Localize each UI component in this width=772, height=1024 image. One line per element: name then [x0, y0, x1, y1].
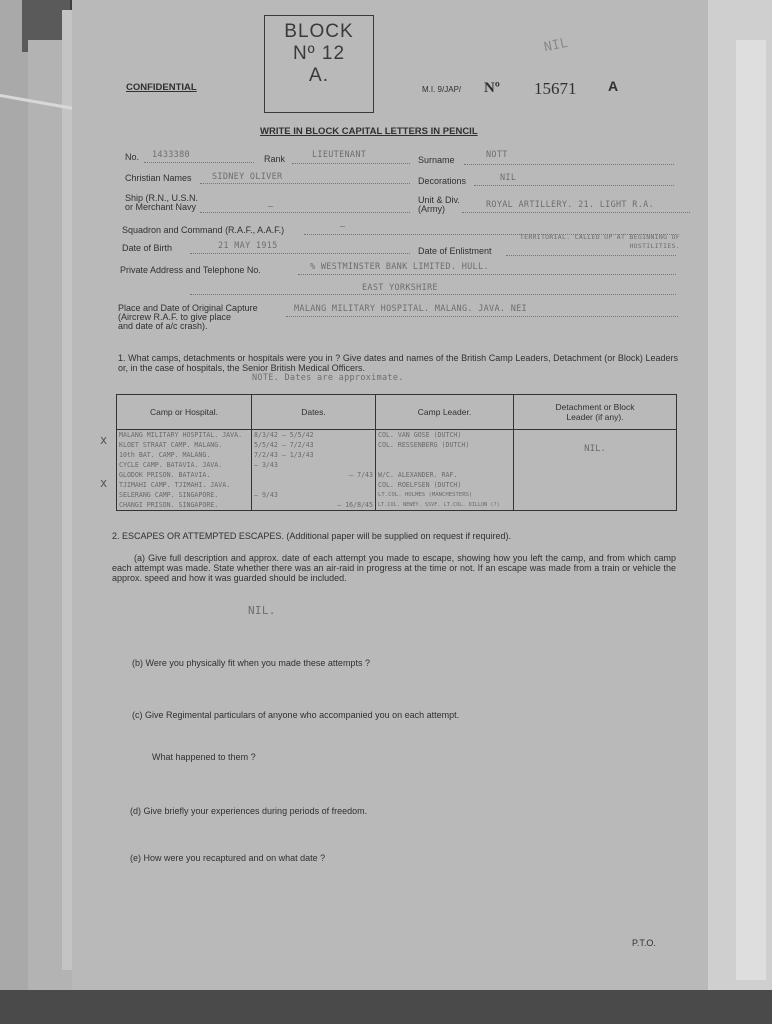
- camp-cell: KLOET STRAAT CAMP. MALANG.: [117, 440, 252, 450]
- leader-cell: LT.COL. NEWEY. SSVF. LT.COL. DILLON (?): [376, 500, 514, 511]
- question-2d: (d) Give briefly your experiences during periods of freedom.: [130, 806, 368, 816]
- serial-number: 15671: [534, 79, 577, 98]
- corner-nil-note: NIL: [542, 35, 570, 56]
- no-value: 1433380: [152, 150, 190, 160]
- dob-label: Date of Birth: [122, 243, 173, 253]
- question-2c: (c) Give Regimental particulars of anyone who accompanied you on each attempt.: [132, 710, 460, 720]
- squadron-label: Squadron and Command (R.A.F., A.A.F.): [122, 225, 285, 235]
- table-row: [117, 430, 677, 441]
- header-camp: Camp or Hospital.: [117, 395, 252, 430]
- enlistment-value: TERRITORIAL. CALLED UP AT BEGINNING OF HOSTILITIES.: [519, 233, 680, 250]
- leader-cell: W/C. ALEXANDER. RAF.: [376, 470, 514, 480]
- leader-cell: LT.COL. HOLMES (MANCHESTERS): [376, 490, 514, 500]
- leader-cell: COL. ROELFSEN (DUTCH): [376, 480, 514, 490]
- camp-cell: TJIMAHI CAMP. TJIMAHI. JAVA.: [117, 480, 252, 490]
- no-label: No.: [125, 152, 140, 162]
- rank-rule: [292, 163, 410, 164]
- question-2b: (b) Were you physically fit when you made these attempts ?: [132, 658, 370, 668]
- camp-cell: 10th BAT. CAMP. MALANG.: [117, 450, 252, 460]
- unit-rule: [462, 212, 690, 213]
- camp-table: [116, 394, 677, 511]
- stamp-line-1: BLOCK: [284, 21, 354, 42]
- camp-cell: GLODOK PRISON. BATAVIA.: [117, 470, 252, 480]
- block-stamp: [264, 15, 374, 113]
- enlistment-rule: [506, 255, 676, 256]
- ship-rule: [200, 212, 410, 213]
- dates-cell: 5/5/42 – 7/2/43: [252, 440, 376, 450]
- dates-cell: 7/2/43 – 1/3/43: [252, 450, 376, 460]
- dates-cell: 8/3/42 – 5/5/42: [252, 430, 376, 441]
- decorations-rule: [474, 185, 674, 186]
- surname-value: NOTT: [486, 150, 508, 160]
- dob-value: 21 MAY 1915: [218, 241, 278, 251]
- squadron-value: –: [340, 222, 346, 232]
- question-1-note: NOTE. Dates are approximate.: [252, 373, 404, 383]
- dob-rule: [190, 253, 410, 254]
- capture-value: MALANG MILITARY HOSPITAL. MALANG. JAVA. NEI: [294, 304, 527, 314]
- margin-mark-2: x: [100, 476, 108, 490]
- camp-cell: SELERANG CAMP. SINGAPORE.: [117, 490, 252, 500]
- dates-cell: – 16/8/45: [252, 500, 376, 511]
- pto-label: P.T.O.: [632, 938, 656, 948]
- form-page: [72, 0, 708, 990]
- right-paper-edge: [736, 40, 766, 980]
- christian-label: Christian Names: [125, 173, 192, 183]
- camp-cell: CYCLE CAMP. BATAVIA. JAVA.: [117, 460, 252, 470]
- leader-cell: COL. RESSENBERG (DUTCH): [376, 440, 514, 450]
- surname-label: Surname: [418, 155, 455, 165]
- question-2c-followup: What happened to them ?: [152, 752, 256, 762]
- no-rule: [144, 162, 254, 163]
- capture-rule: [286, 316, 678, 317]
- header-camp-leader: Camp Leader.: [376, 395, 514, 430]
- address-value-2: EAST YORKSHIRE: [362, 283, 438, 293]
- confidential-label: CONFIDENTIAL: [126, 82, 197, 93]
- question-2a-answer: NIL.: [248, 604, 276, 617]
- question-1: 1. What camps, detachments or hospitals were you in ? Give dates and names of the British Camp Leaders, Detachment (or Block) Leaders or, in the case of hospitals, the Senior British Medical Officers.: [118, 353, 678, 373]
- decorations-value: NIL: [500, 173, 517, 183]
- decorations-label: Decorations: [418, 176, 467, 186]
- dates-cell: – 7/43: [252, 470, 376, 480]
- ship-value: –: [268, 202, 274, 212]
- unit-value: ROYAL ARTILLERY. 21. LIGHT R.A.: [486, 200, 654, 210]
- question-2e: (e) How were you recaptured and on what date ?: [130, 853, 326, 863]
- address-rule-2: [190, 294, 676, 295]
- table-surface: [0, 990, 772, 1024]
- surname-rule: [464, 164, 674, 165]
- christian-rule: [200, 183, 410, 184]
- header-detachment: Detachment or Block Leader (if any).: [514, 395, 677, 430]
- leader-cell: COL. VAN GOSE (DUTCH): [376, 430, 514, 441]
- camp-table-wrap: [116, 394, 676, 511]
- form-code: M.I. 9/JAP/: [422, 85, 462, 94]
- rank-label: Rank: [264, 154, 286, 164]
- christian-value: SIDNEY OLIVER: [212, 172, 283, 182]
- enlistment-label: Date of Enlistment: [418, 246, 492, 256]
- stamp-line-3: A.: [309, 65, 329, 86]
- capture-label: Place and Date of Original Capture (Aircrew R.A.F. to give place and date of a/c crash).: [118, 303, 258, 331]
- dates-cell: – 3/43: [252, 460, 376, 470]
- margin-mark-1: x: [100, 433, 108, 447]
- stamp-line-2: Nº 12: [292, 43, 346, 64]
- pencil-instruction: WRITE IN BLOCK CAPITAL LETTERS IN PENCIL: [260, 126, 478, 137]
- address-value: % WESTMINSTER BANK LIMITED. HULL.: [310, 262, 489, 272]
- detachment-cell: NIL.: [514, 430, 677, 511]
- leader-cell: [376, 450, 514, 460]
- rank-value: LIEUTENANT: [312, 150, 367, 160]
- serial-suffix: A: [608, 78, 619, 94]
- leader-cell: [376, 460, 514, 470]
- question-2a: (a) Give full description and approx. date of each attempt you made to escape, showing how you left the camp, and from which camp each attempt was made. State whether there was an air-raid in progress at the time or not. If an escape was made from a train or vehicle the approx. speed and how it was guarded should be included.: [112, 553, 676, 583]
- header-dates: Dates.: [252, 395, 376, 430]
- camp-cell: MALANG MILITARY HOSPITAL. JAVA.: [117, 430, 252, 441]
- question-2-heading: 2. ESCAPES OR ATTEMPTED ESCAPES. (Additional paper will be supplied on request if required).: [112, 531, 512, 541]
- dates-cell: [252, 480, 376, 490]
- address-label: Private Address and Telephone No.: [120, 265, 261, 275]
- camp-table-header: [117, 395, 677, 430]
- address-rule: [298, 274, 676, 275]
- unit-label: Unit & Div. (Army): [418, 195, 460, 214]
- number-prefix: Nº: [484, 80, 500, 96]
- dates-cell: – 9/43: [252, 490, 376, 500]
- camp-cell: CHANGI PRISON. SINGAPORE.: [117, 500, 252, 511]
- ship-label: Ship (R.N., U.S.N. or Merchant Navy: [125, 193, 199, 212]
